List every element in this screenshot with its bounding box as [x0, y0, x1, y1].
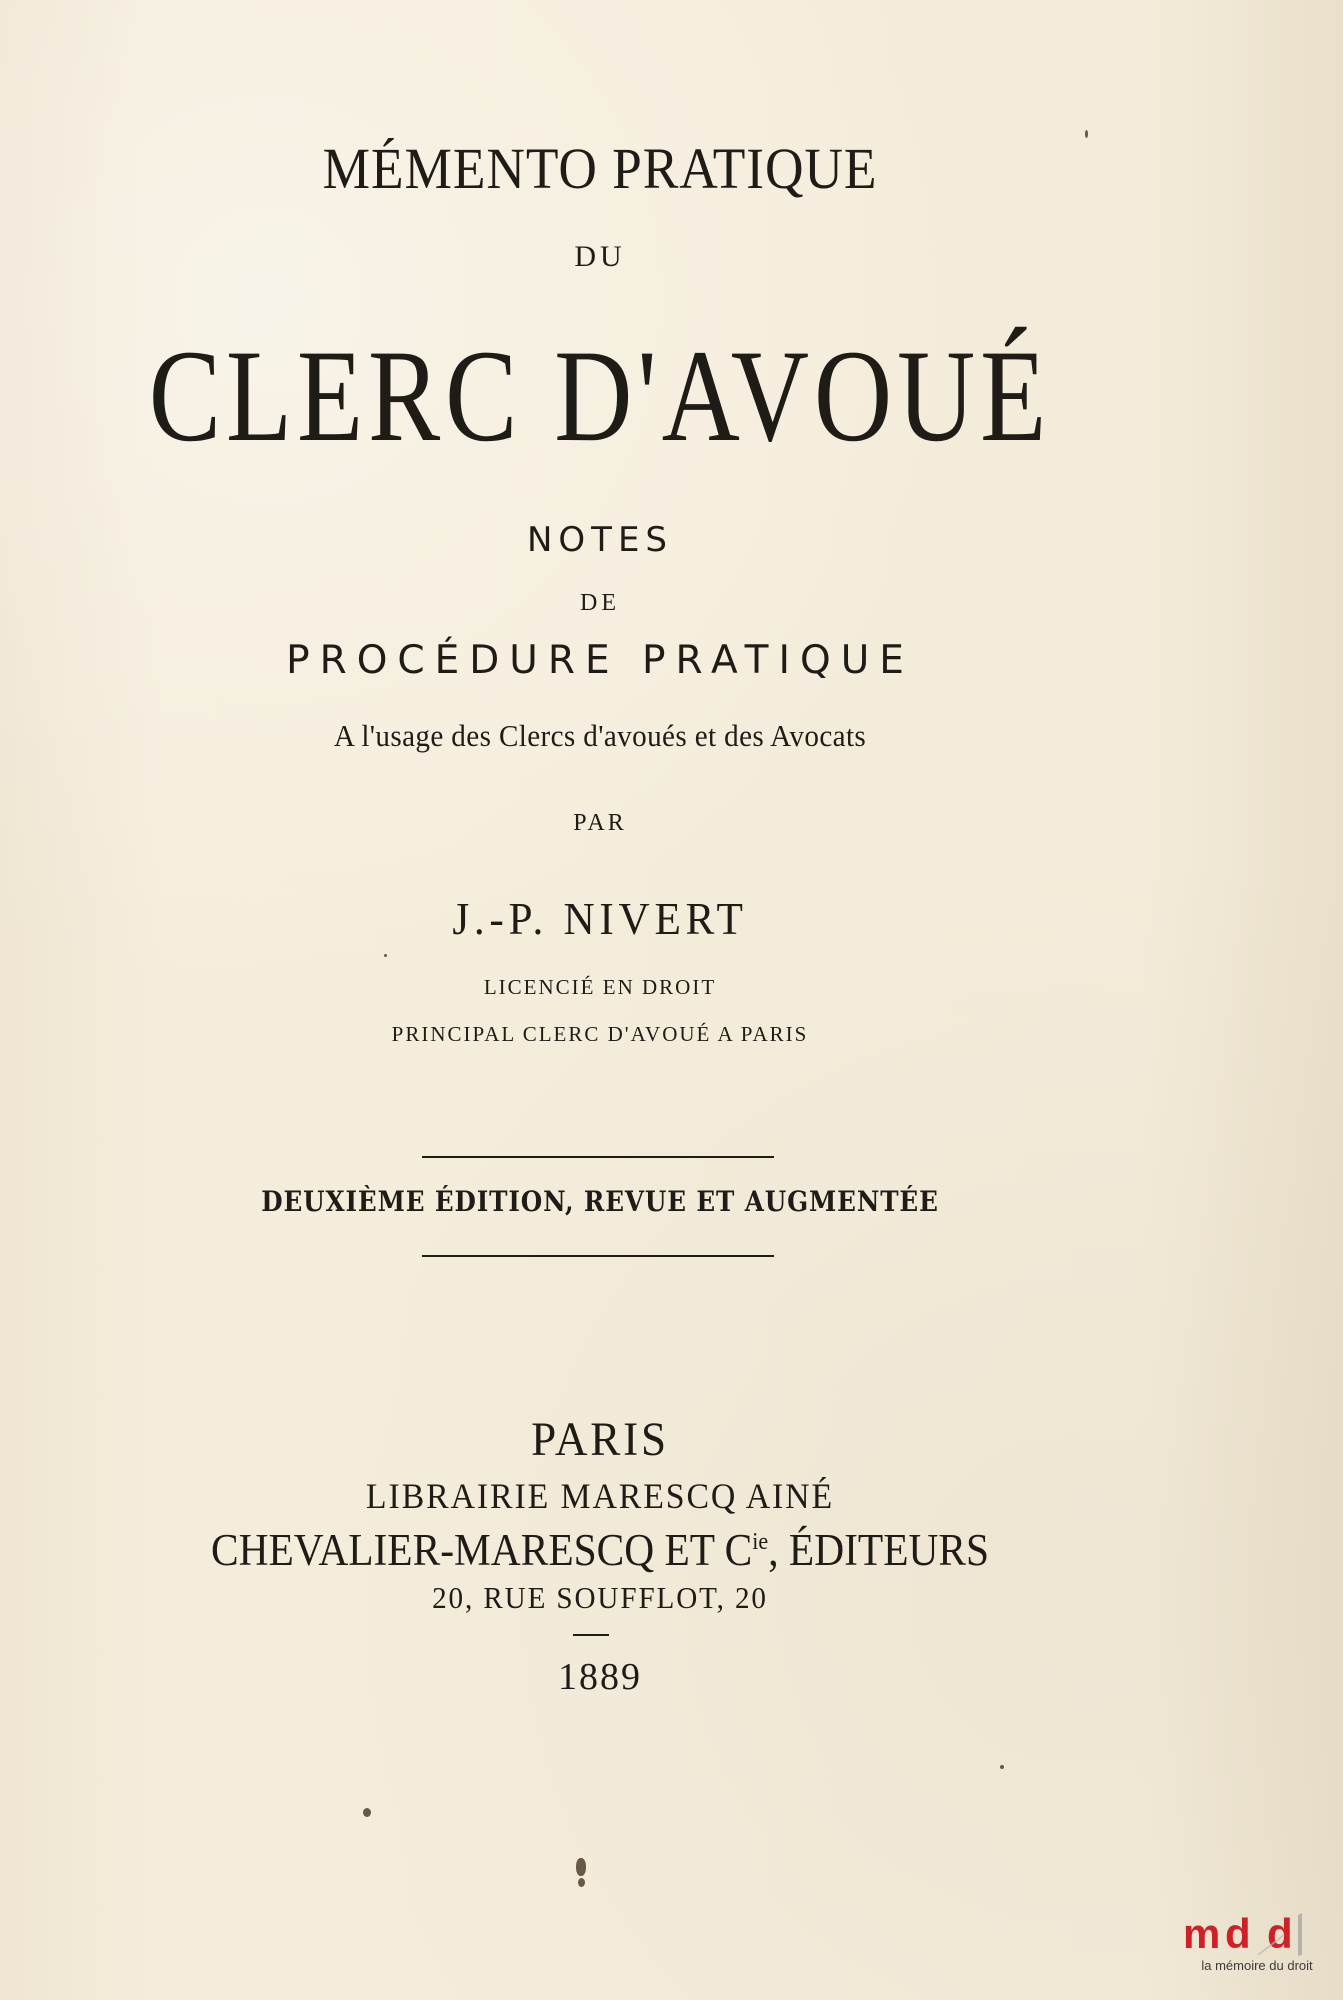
procedure-title: PROCÉDURE PRATIQUE [286, 638, 914, 683]
subtitle-top: MÉMENTO PRATIQUE [322, 136, 878, 201]
edition-rule-top [422, 1156, 774, 1158]
main-title: CLERC D'AVOUÉ [148, 322, 1052, 469]
usage-line: A l'usage des Clercs d'avoués et des Avocats [333, 718, 867, 753]
author-name: J.-P. NIVERT [452, 893, 748, 944]
edition-rule-bottom [422, 1255, 774, 1257]
logo-caption: la mémoire du droit [1201, 1958, 1313, 1973]
ink-spot [576, 1858, 586, 1876]
svg-text:d: d [1267, 1910, 1293, 1957]
publisher-line-2 [48, 1524, 1152, 1576]
publisher-line-2-superscript: ie [752, 1529, 769, 1555]
par-label: PAR [573, 810, 627, 836]
publication-city: PARIS [531, 1413, 669, 1466]
publisher-line-2-prefix: CHEVALIER-MARESCQ ET C [210, 1525, 753, 1575]
svg-text:m: m [1183, 1910, 1221, 1957]
notes-label: NOTES [526, 520, 674, 560]
du-label: DU [574, 240, 626, 273]
ink-spot [363, 1808, 371, 1817]
ink-spot [578, 1878, 585, 1887]
author-credential-1: LICENCIÉ EN DROIT [483, 975, 717, 999]
publisher-line-1: LIBRAIRIE MARESCQ AINÉ [365, 1476, 835, 1516]
svg-text:d: d [1225, 1910, 1251, 1957]
mdd-logo [1182, 1910, 1332, 1980]
year-rule [573, 1634, 609, 1636]
author-credential-2: PRINCIPAL CLERC D'AVOUÉ A PARIS [391, 1022, 809, 1046]
ink-spot [384, 954, 387, 957]
ink-spot [1085, 130, 1088, 138]
publisher-address: 20, RUE SOUFFLOT, 20 [432, 1580, 768, 1615]
edition-line: DEUXIÈME ÉDITION, REVUE ET AUGMENTÉE [261, 1185, 939, 1218]
publisher-line-2-suffix: , ÉDITEURS [768, 1525, 990, 1575]
ink-spot [1000, 1765, 1004, 1769]
publication-year: 1889 [558, 1656, 642, 1698]
de-label: DE [580, 590, 620, 616]
